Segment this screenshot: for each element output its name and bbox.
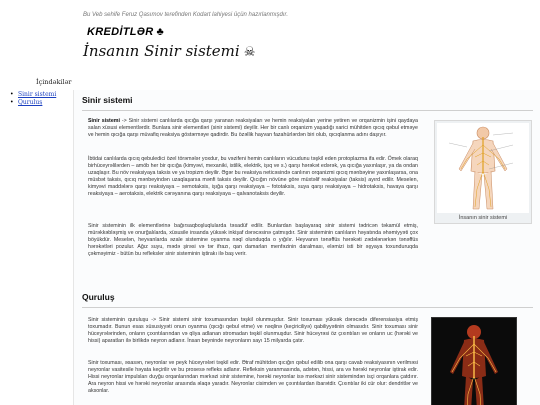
section-divider (82, 307, 533, 308)
toc-list (10, 91, 56, 107)
neural-body-illustration (434, 320, 514, 405)
club-icon: ♣ (156, 26, 165, 38)
toc-link-qurulus[interactable]: Quruluş (18, 99, 43, 106)
section1-paragraph-1-text: -> Sinir sistemi canlılarda qıcığa qarşı yaranan reaksiyaları ve hemin reaksiyaları yerine yetiren ve orqanizmin işini qaydaya salan xüsusi elementlərdir. Bunlara sinir elementləri (sinir sistemi) deyilir. Her bir canlı orqanizm yaşadığı xarici mühitden qıcıq qəbul etməye ve hemin qıcığa qarşı müvafiq reaksiya göstərməye qadirdir. Bu özəllik hayvan fazahürlərdən biri olub, qıcıqlanma adını daşıyır. (88, 118, 418, 138)
figure-caption: İnsanın sinir sistemi (458, 215, 508, 221)
section-heading-sinir-sistemi: Sinir sistemi (82, 95, 133, 105)
nervous-system-figure (434, 120, 532, 224)
toc-link-sinir-sistemi[interactable]: Sinir sistemi (18, 91, 57, 98)
toc-item-qurulus (10, 99, 56, 107)
section1-lead: Sinir sistemi (88, 118, 120, 124)
page-header (73, 0, 540, 91)
page-title-text: İnsanın Sinir sistemi (83, 42, 240, 60)
main-content (73, 90, 540, 405)
section-heading-qurulus: Quruluş (82, 292, 115, 302)
section1-paragraph-3: Sinir sisteminin ilk elementlərinə bağırsaqboşluqlularda təsadüf edilir. Bunlardan başlayaraq sinir sistemi tədricən təkamül etmiş, mürəkkəbləşmiş ve onurğalılarda, xüsusile insanda yüksək inkişaf dərəcəsinə çatmışdır. Sinir sisteminin canlıların həyatında əhəmiyyəti çox böyükdür. Meselən, heyvanlarda əzale sistemine oyanma nəql olunduqda o yığılır. Heyvanın tənəffüs hərəkəti zədələnərkən tənəffüs hərəkətləri pozulur. Ağız suyu, mədə şirəsi və tər ifrazı, qan damarları menfəzinin daralması, eləmizi isti bir əşyaya toxunduruqda çəkməyimiz - bütün bu refleksler sinir sisteminin iştirakı ilə baş verir. (88, 223, 418, 257)
skull-icon: ☠ (243, 45, 256, 60)
credit-line: Bu Veb sehife Feruz Qasımov terefinden Kodart lahiyesi üçün hazırlanmışdır. (83, 12, 288, 18)
toc-title: İçindəkilər (36, 78, 72, 86)
page-title (83, 42, 255, 60)
credits-link[interactable] (87, 26, 164, 38)
section-divider (82, 110, 533, 111)
neuron-figure (431, 317, 517, 405)
section2-paragraph-1: Sinir sisteminin quruluşu -> Sinir sistemi sinir toxumasından təşkil olunmuşdur. Sinir toxuması yüksək dərəcədə diferensiasiya etmiş toxumadır. Bunun esas xüsusiyyəti onun oyanma (qıcığı qebul etme) ve nəqlinə (keçiriciliyə) qabiliyyətinin olmasıdır. Sinir toxuması sinir hüceyrələrinden, onların çıxıntılarından və qliya adlanan stromadan təşkil olunmuşdur. Sinir hüceyrəsi öz çıxıntıları ve onların uc (hərəki ve hissi) aparatları ilə birlikdə neyron adlanır. İnsan beyninde neyronların sayı 15 milyarda çatır. (88, 317, 418, 344)
section2-paragraph-2: Sinir toxuması, əsasən, neyronlar ve peyk hüceyrələri təşkil edir. Ətraf mühitdən qıcığın qəbul edilib ona qarşı cavab reaksiyasının verilməsi neyronlar vasitesile həyata keçirilir ve bu prosesə refleks adlanır. Refleksin yaranmasında, adətən, hissi, ara və hərəki neyronlar iştirak edir. Hissi neyronlar impulsları duyğu orqanlarından mərkəzi sinir sistemine, hərəki neyronlar isə mərkəzi sinir sistemindən isçi orqanlara çatdırır. Ara neyron hissi ve hərəki neyronlar arasında əlaqə yaradır. Neyronlar cisimden ve çıxıntılardan ibarətdir. Çıxıntılar iki cür olur: dendritlər ve aksonlar. (88, 360, 418, 394)
section1-paragraph-2: İbtidai canlılarda qıcıq qebuledici özel törəmələr yoxdur, bu vəzifeni hemin canlıların vücudunu təşkil eden protoplazma ifa edir. Ömek olaraq birhüceyrəlilərden – amöb her bir qıcığa (kimyəvi, mexaniki, istilik, elektrik, işıq ve s.) qarşı hərəkət edərək, ya qıcığa yaxınlaşır, ya da ondan uzaqlaşır. Bu növ reaksiyaya taksis ve ya tropizm deyilir. Əgər bu reaksiya neticəsində canlının orqanizmi qıcıq mənbəyine yaxınlaşarsa, ona müsbət taksis, qıcıq mənbeyindən uzaqlaşarsa mənfi taksis deyilir. Qıcığın növüne göre müxtəlif reaksiyalar (taksis) ayırd edilir. Meselen, kimyəvi maddələrə qarşı reaksiyaya – xemotaksis, işığa qarşı reaksiyaya – fototaksis, suya qarşı reaksiyaya – hidrotaksis, havaya qarşı reaksiyaya – aerotaksis, elektrik cərəyanına qarşı reaksiyaya – qalvanotaksis deyilir. (88, 156, 418, 197)
credits-label[interactable]: KREDİTLƏR (87, 26, 154, 38)
section1-paragraph-1 (88, 118, 418, 139)
nervous-system-illustration (437, 123, 529, 213)
toc-item-sinir-sistemi (10, 91, 56, 99)
